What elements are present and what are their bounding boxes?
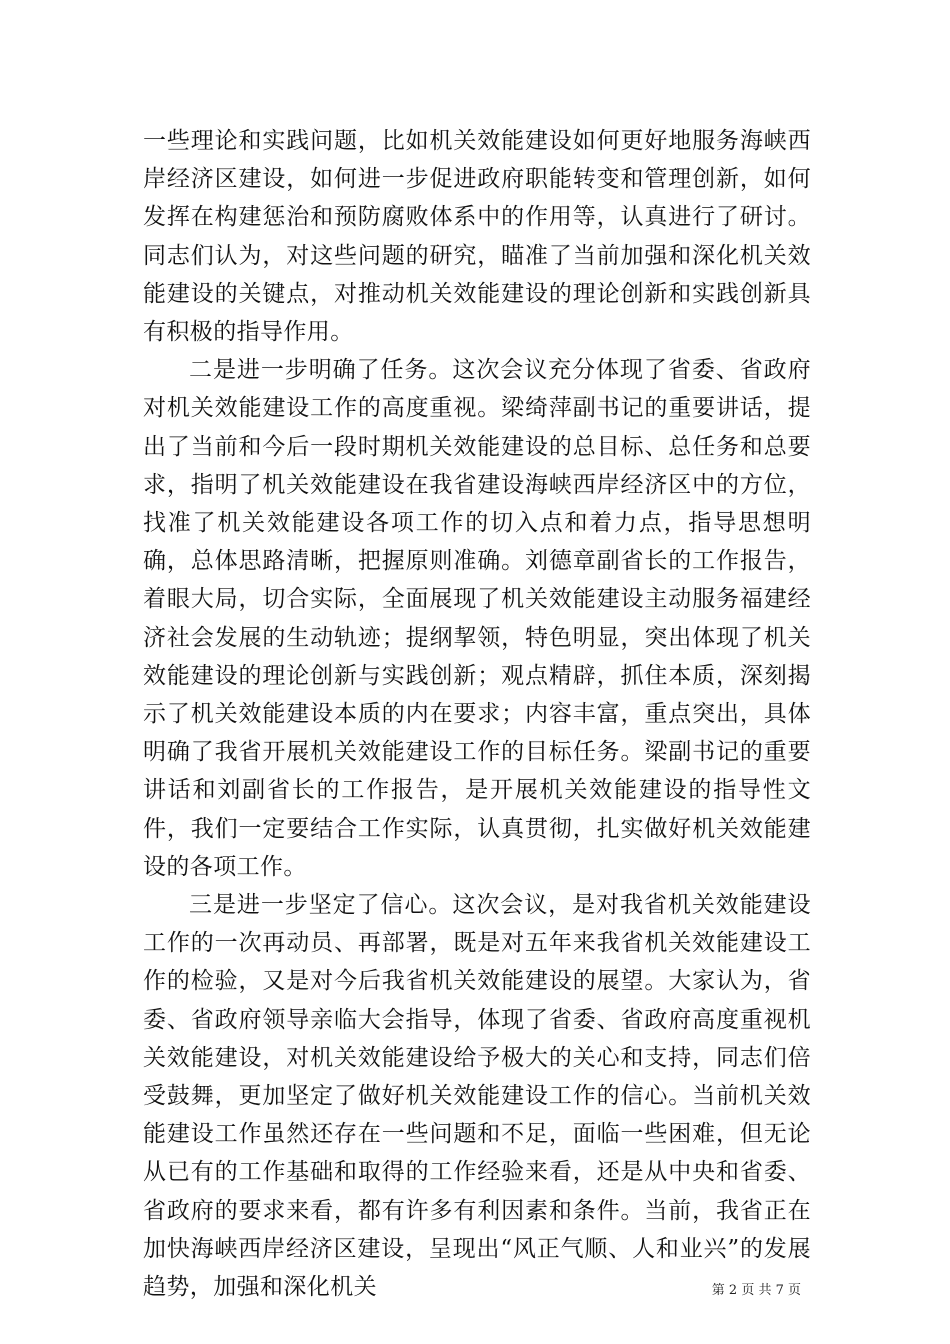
paragraph-confidence: 三是进一步坚定了信心。这次会议，是对我省机关效能建设工作的一次再动员、再部署，既是对五年来我省机关效能建设工作的检验，又是对今后我省机关效能建设的展望。大家认为，省委、省政府领导亲临大会指导，体现了省委、省政府高度重视机关效能建设，对机关效能建设给予极大的关心和支持，同志们倍受鼓舞，更加坚定了做好机关效能建设工作的信心。当前机关效能建设工作虽然还存在一些问题和不足，面临一些困难，但无论从已有的工作基础和取得的工作经验来看，还是从中央和省委、省政府的要求来看，都有许多有利因素和条件。当前，我省正在加快海峡西岸经济区建设，呈现出“风正气顺、人和业兴”的发展趋势，加强和深化机关 [143, 892, 811, 1301]
paragraph-continuation: 一些理论和实践问题，比如机关效能建设如何更好地服务海峡西岸经济区建设，如何进一步促进政府职能转变和管理创新，如何发挥在构建惩治和预防腐败体系中的作用等，认真进行了研讨。同志们认为，对这些问题的研究，瞄准了当前加强和深化机关效能建设的关键点，对推动机关效能建设的理论创新和实践创新具有积极的指导作用。 [143, 128, 811, 346]
paragraph-task: 二是进一步明确了任务。这次会议充分体现了省委、省政府对机关效能建设工作的高度重视。梁绮萍副书记的重要讲话，提出了当前和今后一段时期机关效能建设的总目标、总任务和总要求，指明了机关效能建设在我省建设海峡西岸经济区中的方位，找准了机关效能建设各项工作的切入点和着力点，指导思想明确，总体思路清晰，把握原则准确。刘德章副省长的工作报告，着眼大局，切合实际，全面展现了机关效能建设主动服务福建经济社会发展的生动轨迹；提纲挈领，特色明显，突出体现了机关效能建设的理论创新与实践创新；观点精辟，抓住本质，深刻揭示了机关效能建设本质的内在要求；内容丰富，重点突出，具体明确了我省开展机关效能建设工作的目标任务。梁副书记的重要讲话和刘副省长的工作报告，是开展机关效能建设的指导性文件，我们一定要结合工作实际，认真贯彻，扎实做好机关效能建设的各项工作。 [143, 357, 811, 880]
body-text [143, 122, 811, 1306]
page-number: 第 2 页 共 7 页 [711, 1283, 801, 1298]
